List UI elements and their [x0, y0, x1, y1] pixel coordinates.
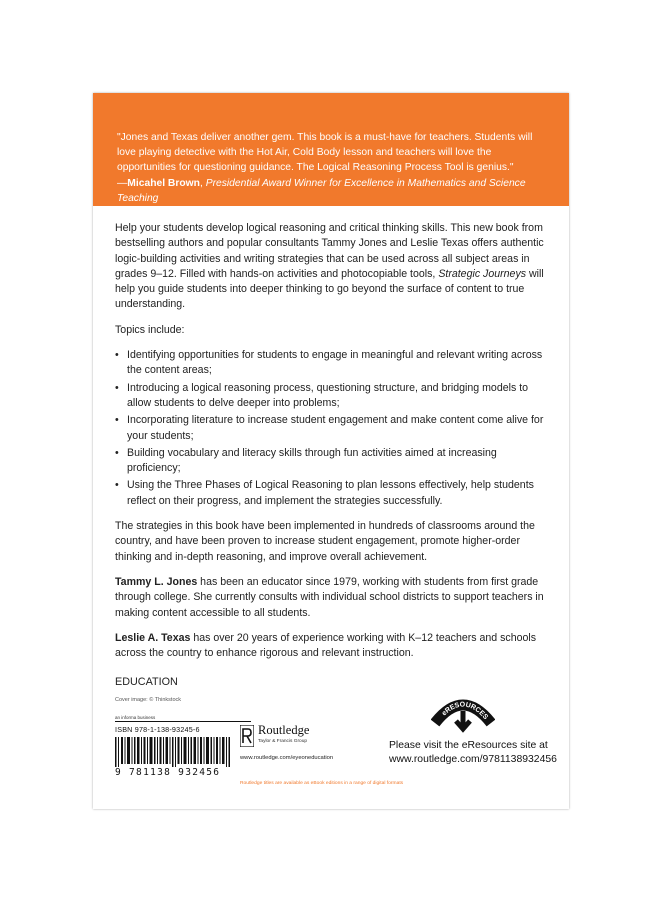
list-item [115, 446, 551, 477]
publisher-name: Routledge [258, 723, 310, 737]
topics-list [115, 348, 551, 509]
topic-text: Using the Three Phases of Logical Reasoning to plan lessons effectively, help students reflect on their progress, and implement the strategies successfully. [127, 479, 534, 507]
list-item [115, 381, 551, 412]
author1-bio [115, 575, 551, 621]
eresources-url: www.routledge.com/9781138932456 [389, 754, 557, 765]
quote-text: "Jones and Texas deliver another gem. This book is a must-have for teachers. Students will love playing detective with the Hot Air, Cold Body lesson and teachers will love the opportunities for questioning guidance. The Logical Reasoning Process Tool is genius." [117, 132, 533, 174]
author2-name: Leslie A. Texas [115, 631, 191, 644]
eresources-text [389, 739, 569, 767]
author1-name: Tammy L. Jones [115, 575, 198, 588]
endorsement-quote: "Jones and Texas deliver another gem. This book is a must-have for teachers. Students will love playing detective with the Hot Air, Cold Body lesson and teachers will love the opportunities for questioning guidance. The Logical Reasoning Process Tool is genius." —Micahel Brown, Presidential Award Winner for Excellence in Mathematics and Science Teaching [117, 132, 533, 204]
strategies-paragraph: The strategies in this book have been implemented in hundreds of classrooms around the country, and have been proven to increase student engagement, promote higher-order thinking and in-depth reasoning, and improve overall achievement. [115, 520, 535, 563]
author2-bio-text: has over 20 years of experience working with K–12 teachers and schools across the country to enhance rigorous and relevant instruction. [115, 631, 537, 660]
topics-heading: Topics include: [115, 323, 185, 336]
ebook-availability-note: Routledge titles are available as eBook editions in a range of digital formats [240, 781, 404, 786]
barcode-icon [115, 737, 233, 767]
bullet-icon: • [115, 349, 119, 362]
eresources-line1: Please visit the eResources site at [389, 740, 548, 751]
topic-text: Incorporating literature to increase student engagement and make content come alive for your students; [127, 414, 544, 442]
intro-paragraph [115, 221, 551, 313]
eresources-badge-icon [431, 693, 495, 733]
author1-bio-text: has been an educator since 1979, working with students from first grade through college. She currently consults with individual school districts to support teachers in making content accessible to all students. [115, 575, 544, 619]
bullet-icon: • [115, 381, 119, 394]
intro-text-2: will help you guide students into deeper thinking to go beyond the surface of content to true understanding. [115, 267, 544, 311]
quote-dash: — [117, 177, 128, 189]
barcode-number: 9 781138 932456 [115, 767, 221, 778]
list-item [115, 348, 551, 379]
topic-text: Building vocabulary and literacy skills through fun activities aimed at increasing proficiency; [127, 446, 497, 475]
cover-image-credit: Cover image: © Thinkstock [115, 697, 182, 703]
book-back-cover [93, 93, 569, 809]
isbn-text: ISBN 978-1-138-93245-6 [115, 725, 200, 734]
bullet-icon: • [115, 479, 119, 492]
topic-text: Identifying opportunities for students to engage in meaningful and relevant writing across the content areas; [127, 349, 543, 377]
book-title: Strategic Journeys [438, 267, 527, 280]
category-label: EDUCATION [115, 676, 178, 689]
publisher-subtitle: Taylor & Francis Group [258, 739, 308, 744]
bullet-icon: • [115, 446, 119, 459]
publisher-url: www.routledge.com/eyeoneducation [240, 755, 334, 761]
topic-text: Introducing a logical reasoning process, questioning structure, and bridging models to allow students to delve deeper into problems; [127, 381, 529, 409]
author2-bio [115, 631, 551, 662]
quote-author-title: Presidential Award Winner for Excellence in Mathematics and Science Teaching [117, 177, 526, 204]
quote-banner [93, 93, 569, 206]
list-item [115, 478, 551, 509]
description-text [115, 221, 551, 701]
quote-author: Micahel Brown [127, 177, 200, 189]
bullet-icon: • [115, 414, 119, 427]
routledge-logo-icon [240, 725, 254, 747]
list-item [115, 413, 551, 444]
informa-line: an informa business [115, 715, 251, 722]
eresources-badge-text: eRESOURCES [440, 701, 489, 722]
intro-text-1: Help your students develop logical reasoning and critical thinking skills. This new book from bestselling authors and popular consultants Tammy Jones and Leslie Texas offers authentic logic-building activities and writing strategies that can be used across all subject areas in grades 9–12. Filled with hands-on activities and photocopiable tools, [115, 222, 544, 280]
